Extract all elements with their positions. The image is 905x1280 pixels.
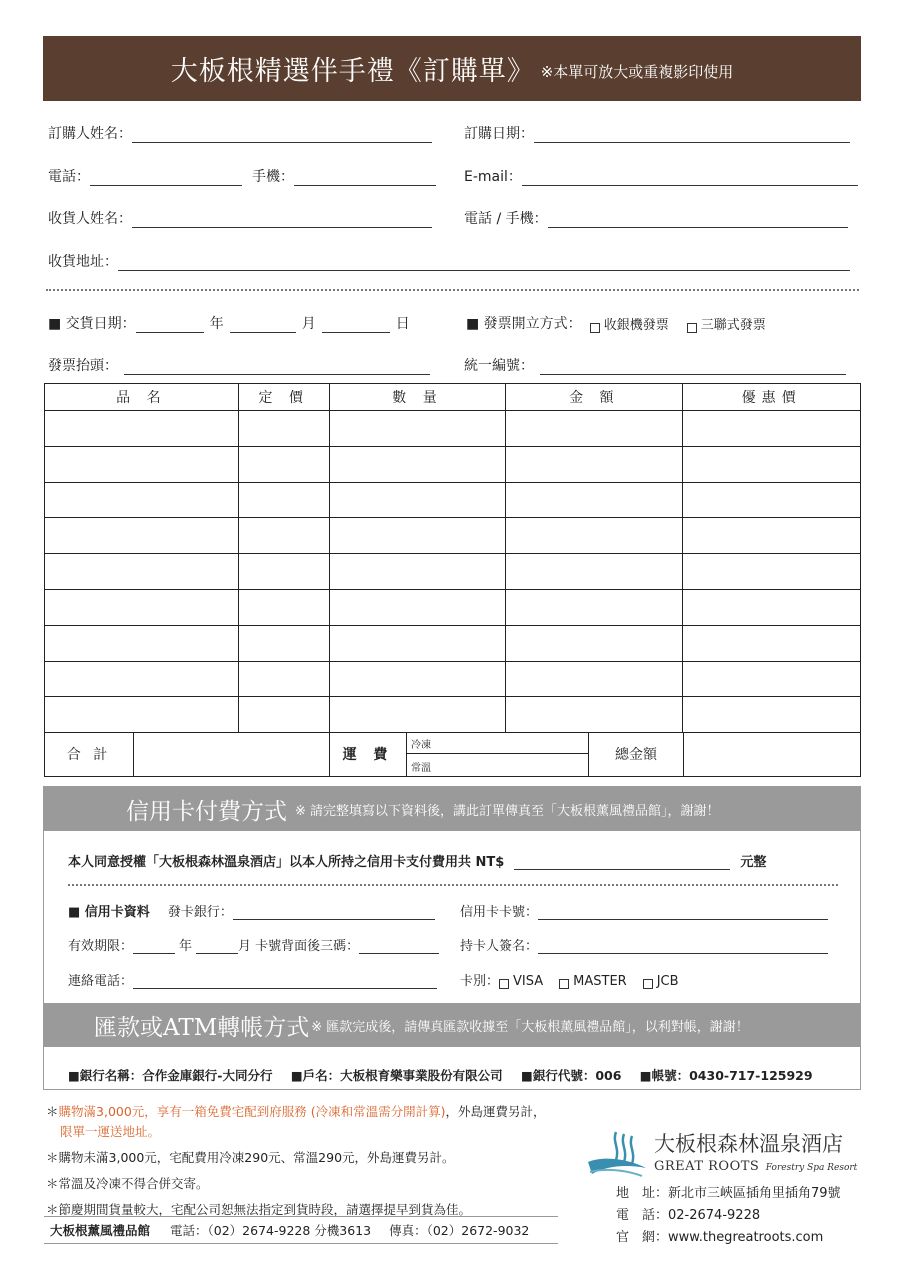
hotel-name-en-sub: Forestry Spa Resort (765, 1163, 858, 1173)
shipping-normal-label: 常溫 (411, 763, 431, 774)
note-mark: ＊ (46, 1202, 59, 1217)
hotel-website-label: 官 網： (616, 1230, 669, 1245)
table-cell[interactable] (329, 697, 506, 733)
credit-note: ※ 請完整填寫以下資料後，講此訂單傳真至「大板根薰風禮品館」，謝謝！ (295, 803, 720, 819)
table-cell[interactable] (506, 446, 683, 482)
recipient-phone-line[interactable] (548, 212, 848, 228)
table-row[interactable] (45, 411, 861, 447)
table-row[interactable] (45, 482, 861, 518)
hotel-phone: 02-2674-9228 (668, 1208, 761, 1223)
invoice-triplicate-label: 三聯式發票 (700, 318, 766, 333)
email-label: E-mail： (464, 169, 522, 185)
card-visa-label: VISA (513, 974, 544, 989)
form-title: 大板根精選伴手禮《訂購單》 (170, 56, 535, 87)
note-no-combine: 常溫及冷凍不得合併交寄。 (58, 1176, 209, 1191)
table-cell[interactable] (329, 482, 506, 518)
shop-name: 大板根薰風禮品館 (50, 1223, 151, 1238)
card-number-line[interactable] (538, 904, 828, 920)
table-cell[interactable] (329, 411, 506, 447)
recipient-name-field[interactable] (48, 208, 432, 228)
note-mark: ＊ (46, 1176, 59, 1191)
credit-title: 信用卡付費方式 (126, 798, 287, 825)
credit-amount-line[interactable] (514, 854, 730, 870)
hotel-website-link[interactable]: www.thegreatroots.com (668, 1230, 824, 1245)
note-mark: ＊ (46, 1104, 59, 1119)
year-label: 年 (209, 316, 224, 332)
hotel-phone-label: 電 話： (616, 1208, 669, 1223)
grand-total-label: 總金額 (589, 732, 684, 776)
hotel-website-row (616, 1227, 841, 1249)
table-cell[interactable] (683, 554, 861, 590)
table-row[interactable] (45, 518, 861, 554)
shop-contact-bar (44, 1216, 558, 1244)
table-cell[interactable] (683, 518, 861, 554)
note-item (46, 1174, 566, 1192)
day-label: 日 (395, 316, 410, 332)
card-expiry-year-label: 年 (179, 939, 193, 954)
table-cell[interactable] (45, 697, 239, 733)
table-cell[interactable] (329, 625, 506, 661)
shipping-frozen-label: 冷凍 (411, 740, 431, 751)
totals-row (44, 732, 861, 777)
orderer-name-label: 訂購人姓名： (48, 126, 132, 142)
order-date-line[interactable] (534, 127, 850, 143)
shop-fax: 傳真：（02）2672-9032 (389, 1223, 530, 1238)
atm-note: ※ 匯款完成後，請傳真匯款收據至「大板根薰風禮品館」，以利對帳，謝謝！ (311, 1019, 749, 1035)
delivery-month-line[interactable] (230, 317, 296, 333)
hotel-phone-row (616, 1205, 841, 1227)
hotel-address: 新北市三峽區插角里插角79號 (668, 1186, 841, 1201)
col-header-price: 定 價 (238, 384, 329, 411)
notes-list (46, 1102, 566, 1226)
hotel-logo (586, 1128, 861, 1180)
phone-field[interactable] (48, 166, 242, 186)
col-header-discount: 優惠價 (683, 384, 861, 411)
email-line[interactable] (522, 170, 858, 186)
table-cell[interactable] (506, 518, 683, 554)
shipping-normal-cell[interactable] (407, 754, 589, 776)
atm-account-name: ■戶名：大板根育樂事業股份有限公司 (290, 1068, 503, 1083)
col-header-item: 品 名 (45, 384, 239, 411)
card-holder-label: 持卡人簽名： (460, 939, 539, 954)
invoice-type-field (466, 313, 766, 333)
table-cell[interactable] (506, 411, 683, 447)
atm-title: 匯款或ATM轉帳方式 (94, 1014, 310, 1041)
table-cell[interactable] (45, 661, 239, 697)
credit-divider (68, 884, 838, 886)
table-cell[interactable] (45, 589, 239, 625)
atm-account-number: ■帳號：0430-717-125929 (639, 1068, 813, 1083)
recipient-name-label: 收貨人姓名： (48, 211, 132, 227)
tax-id-label: 統一編號： (464, 358, 534, 374)
delivery-date-label: ■ 交貨日期： (48, 316, 136, 332)
table-cell[interactable] (238, 697, 329, 733)
invoice-triplicate-checkbox[interactable] (687, 323, 697, 333)
contact-phone-field[interactable] (68, 970, 437, 989)
recipient-phone-label: 電話 / 手機： (464, 211, 548, 227)
card-expiry-year-line[interactable] (133, 938, 175, 954)
card-number-field[interactable] (460, 901, 828, 920)
table-cell[interactable] (238, 518, 329, 554)
card-jcb-label: JCB (656, 974, 679, 989)
credit-auth-text: 本人同意授權「大板根森林溫泉酒店」以本人所持之信用卡支付費用共 NT$ (68, 855, 505, 870)
order-items-table (44, 383, 861, 733)
note-item (46, 1148, 566, 1166)
email-field[interactable] (464, 166, 858, 186)
note-item (46, 1102, 566, 1120)
table-cell[interactable] (683, 697, 861, 733)
table-cell[interactable] (238, 625, 329, 661)
table-cell[interactable] (329, 589, 506, 625)
grand-total-cell[interactable] (684, 732, 861, 776)
hotel-logo-icon (586, 1128, 648, 1178)
month-label: 月 (301, 316, 316, 332)
hotel-name-en: GREAT ROOTS (654, 1159, 760, 1174)
contact-phone-label: 連絡電話： (68, 974, 134, 989)
card-bank-label: 發卡銀行： (167, 905, 233, 920)
card-number-label: 信用卡卡號： (460, 905, 539, 920)
table-header-row (45, 384, 861, 411)
table-cell[interactable] (683, 661, 861, 697)
payment-section (43, 786, 861, 1090)
phone-label: 電話： (48, 169, 90, 185)
col-header-amount: 金 額 (506, 384, 683, 411)
table-cell[interactable] (238, 482, 329, 518)
card-bank-field[interactable] (68, 901, 435, 920)
table-cell[interactable] (238, 411, 329, 447)
tax-id-line[interactable] (540, 359, 846, 375)
table-cell[interactable] (238, 661, 329, 697)
tax-id-field[interactable] (464, 355, 846, 375)
table-cell[interactable] (45, 482, 239, 518)
mobile-line[interactable] (294, 170, 436, 186)
table-cell[interactable] (683, 589, 861, 625)
card-expiry-field[interactable] (68, 935, 439, 954)
table-row[interactable] (45, 697, 861, 733)
card-expiry-label: 有效期限： (68, 939, 134, 954)
mobile-field[interactable] (252, 166, 436, 186)
card-holder-line[interactable] (538, 938, 828, 954)
table-cell[interactable] (45, 625, 239, 661)
table-cell[interactable] (506, 482, 683, 518)
card-bank-line[interactable] (233, 904, 435, 920)
table-cell[interactable] (683, 411, 861, 447)
orderer-name-line[interactable] (132, 127, 432, 143)
hotel-address-row (616, 1183, 841, 1205)
shop-phone: 電話：（02）2674-9228 分機3613 (170, 1223, 372, 1238)
invoice-cash-label: 收銀機發票 (603, 318, 669, 333)
atm-header-bar (44, 1003, 860, 1047)
note-single-address: 限單一運送地址。 (60, 1124, 161, 1139)
table-cell[interactable] (683, 446, 861, 482)
table-cell[interactable] (329, 554, 506, 590)
invoice-cash-checkbox[interactable] (590, 323, 600, 333)
card-expiry-month-line[interactable] (196, 938, 238, 954)
table-cell[interactable] (45, 411, 239, 447)
note-outer-island: ，外島運費另計， (445, 1104, 546, 1119)
card-type-label: 卡別： (460, 974, 500, 989)
credit-auth-unit: 元整 (740, 855, 767, 870)
orderer-name-field[interactable] (48, 123, 432, 143)
card-holder-field[interactable] (460, 935, 828, 954)
table-cell[interactable] (506, 625, 683, 661)
delivery-year-line[interactable] (136, 317, 204, 333)
invoice-title-line[interactable] (124, 359, 430, 375)
recipient-phone-field[interactable] (464, 208, 848, 228)
card-type-field (460, 970, 679, 989)
recipient-name-line[interactable] (132, 212, 432, 228)
card-cvv-label: 月 卡號背面後三碼： (238, 939, 360, 954)
table-cell[interactable] (683, 482, 861, 518)
card-visa-checkbox[interactable] (499, 979, 509, 989)
hotel-address-label: 地 址： (616, 1186, 669, 1201)
credit-header-bar (44, 787, 860, 831)
table-cell[interactable] (238, 554, 329, 590)
table-row[interactable] (45, 661, 861, 697)
table-row[interactable] (45, 446, 861, 482)
table-cell[interactable] (506, 554, 683, 590)
total-label: 合 計 (45, 732, 134, 776)
table-cell[interactable] (45, 518, 239, 554)
table-cell[interactable] (329, 661, 506, 697)
order-date-field[interactable] (464, 123, 850, 143)
table-cell[interactable] (45, 446, 239, 482)
table-row[interactable] (45, 625, 861, 661)
order-date-label: 訂購日期： (464, 126, 534, 142)
title-banner (43, 36, 861, 101)
col-header-qty: 數 量 (329, 384, 506, 411)
invoice-type-label: ■ 發票開立方式： (466, 316, 582, 332)
invoice-title-label: 發票抬頭： (48, 358, 118, 374)
total-value-cell[interactable] (134, 732, 330, 776)
note-item (46, 1122, 566, 1140)
shipping-frozen-cell[interactable] (407, 732, 589, 754)
contact-phone-line[interactable] (133, 973, 437, 989)
table-cell[interactable] (238, 446, 329, 482)
card-cvv-line[interactable] (359, 938, 439, 954)
invoice-title-field[interactable] (48, 355, 430, 375)
address-line[interactable] (118, 255, 850, 271)
table-row[interactable] (45, 554, 861, 590)
note-shipping-fee: 購物未滿3,000元，宅配費用冷凍290元、常溫290元，外島運費另計。 (58, 1150, 455, 1165)
mobile-label: 手機： (252, 169, 294, 185)
card-master-checkbox[interactable] (559, 979, 569, 989)
table-row[interactable] (45, 589, 861, 625)
hotel-contact (616, 1183, 841, 1249)
credit-auth-field[interactable] (68, 851, 766, 870)
note-mark: ＊ (46, 1150, 59, 1165)
note-free-shipping: 購物滿3,000元，享有一箱免費宅配到府服務 (冷凍和常溫需分開計算) (58, 1104, 446, 1119)
address-label: 收貨地址： (48, 254, 118, 270)
table-cell[interactable] (506, 697, 683, 733)
shipping-label: 運 費 (330, 732, 407, 776)
table-cell[interactable] (329, 446, 506, 482)
form-title-note: ※本單可放大或重複影印使用 (540, 63, 734, 81)
card-jcb-checkbox[interactable] (643, 979, 653, 989)
table-cell[interactable] (683, 625, 861, 661)
card-info-label: ■ 信用卡資料 (68, 905, 150, 920)
atm-details (68, 1066, 813, 1084)
note-holiday: 節慶期間貨量較大，宅配公司恕無法指定到貨時段，請選擇提早到貨為佳。 (58, 1202, 472, 1217)
address-field[interactable] (48, 251, 850, 271)
delivery-day-line[interactable] (322, 317, 390, 333)
card-master-label: MASTER (573, 974, 627, 989)
hotel-name-en-block (654, 1158, 857, 1174)
table-cell[interactable] (45, 554, 239, 590)
table-cell[interactable] (329, 518, 506, 554)
atm-bank-code: ■銀行代號：006 (521, 1068, 622, 1083)
table-cell[interactable] (506, 589, 683, 625)
delivery-date-field[interactable] (48, 313, 410, 333)
phone-line[interactable] (90, 170, 242, 186)
atm-bank-name: ■銀行名稱：合作金庫銀行-大同分行 (68, 1068, 273, 1083)
section-divider (46, 289, 859, 291)
hotel-name-zh: 大板根森林溫泉酒店 (654, 1132, 843, 1156)
table-cell[interactable] (238, 589, 329, 625)
table-cell[interactable] (506, 661, 683, 697)
